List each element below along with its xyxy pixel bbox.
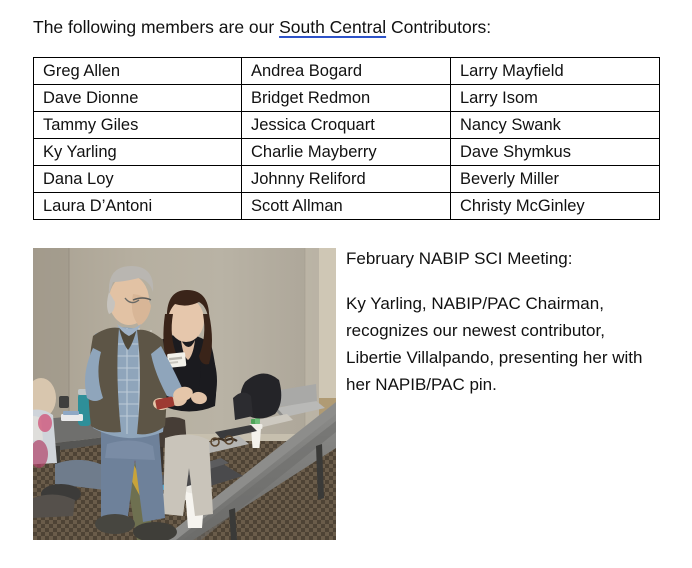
intro-prefix: The following members are our [33, 17, 280, 37]
caption-title: February NABIP SCI Meeting: [346, 249, 573, 268]
contributor-cell: Jessica Croquart [242, 112, 451, 139]
contributor-cell: Beverly Miller [451, 166, 660, 193]
contributor-cell: Greg Allen [34, 58, 242, 85]
intro-sentence [33, 16, 491, 38]
contributor-cell: Tammy Giles [34, 112, 242, 139]
contributor-cell: Andrea Bogard [242, 58, 451, 85]
contributor-cell: Johnny Reliford [242, 166, 451, 193]
contributor-cell: Laura D’Antoni [34, 193, 242, 220]
contributor-cell: Scott Allman [242, 193, 451, 220]
contributor-cell: Dave Dionne [34, 85, 242, 112]
table-row [34, 112, 660, 139]
table-row [34, 139, 660, 166]
photo-caption-block [33, 248, 659, 548]
contributor-cell: Ky Yarling [34, 139, 242, 166]
contributor-cell: Larry Mayfield [451, 58, 660, 85]
photo-caption [346, 248, 659, 398]
contributor-cell: Nancy Swank [451, 112, 660, 139]
contributor-cell: Christy McGinley [451, 193, 660, 220]
caption-body: Ky Yarling, NABIP/PAC Chairman, recognizes our newest contributor, Libertie Villalpando, presenting her with her NAPIB/PAC pin. [346, 294, 643, 394]
table-row [34, 85, 660, 112]
contributor-cell: Charlie Mayberry [242, 139, 451, 166]
contributors-table [33, 57, 660, 220]
table-row [34, 193, 660, 220]
table-row [34, 166, 660, 193]
contributor-cell: Dana Loy [34, 166, 242, 193]
contributor-cell: Dave Shymkus [451, 139, 660, 166]
intro-suffix: Contributors: [386, 17, 492, 37]
contributor-cell: Bridget Redmon [242, 85, 451, 112]
meeting-photo-illustration [33, 248, 336, 540]
meeting-photo [33, 248, 336, 540]
contributor-cell: Larry Isom [451, 85, 660, 112]
table-row [34, 58, 660, 85]
south-central-highlight: South Central [279, 17, 387, 37]
